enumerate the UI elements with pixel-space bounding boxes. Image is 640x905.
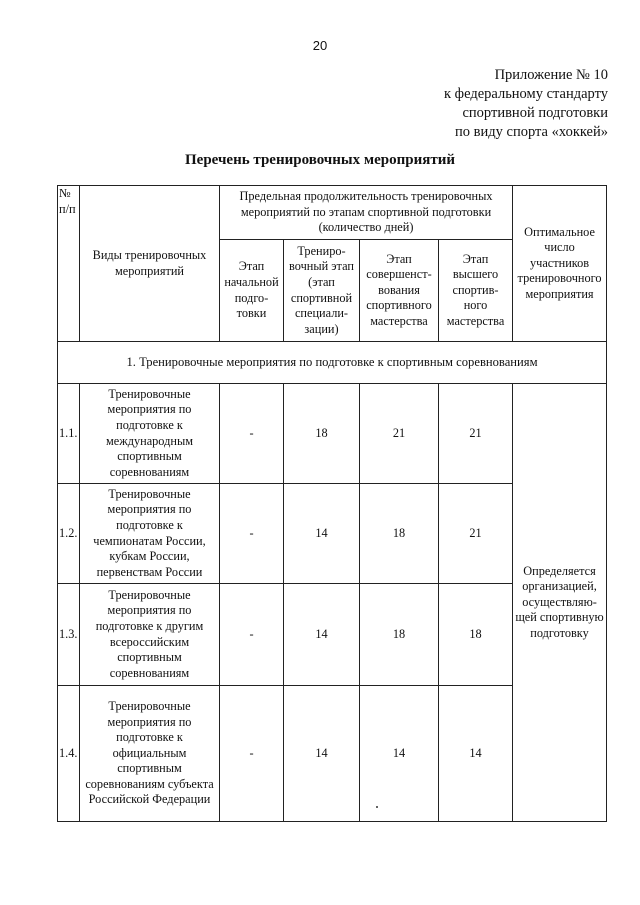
value-improvement: 21 — [360, 384, 439, 484]
row-number: 1.2. — [58, 484, 80, 584]
value-training: 14 — [284, 686, 360, 822]
appendix-line-3: спортивной подготовки — [462, 105, 608, 121]
table-row — [58, 384, 607, 484]
value-highest: 18 — [439, 584, 513, 686]
document-title: Перечень тренировочных мероприятий — [185, 152, 455, 168]
header-stage-training: Трениро-вочный этап (этап спортивной специали-зации) — [284, 240, 360, 342]
page-number: 20 — [312, 38, 328, 53]
value-initial: - — [220, 686, 284, 822]
training-events-table — [57, 185, 607, 822]
header-stage-initial: Этап начальной подго-товки — [220, 240, 284, 342]
value-highest: 14 — [439, 686, 513, 822]
row-event-name: Тренировочные мероприятия по подготовке к другим всероссийским спортивным соревнованиям — [80, 584, 220, 686]
header-row — [58, 186, 607, 240]
scan-dot — [376, 806, 378, 808]
row-event-name: Тренировочные мероприятия по подготовке к чемпионатам России, кубкам России, первенствам России — [80, 484, 220, 584]
optimal-participants-note: Определяется организацией, осуществляю-щей спортивную подготовку — [513, 384, 607, 822]
value-highest: 21 — [439, 384, 513, 484]
appendix-line-1: Приложение № 10 — [494, 67, 608, 83]
value-training: 14 — [284, 484, 360, 584]
header-event-type: Виды тренировочных мероприятий — [80, 186, 220, 342]
header-number: № п/п — [58, 186, 80, 342]
value-improvement: 18 — [360, 584, 439, 686]
value-improvement: 18 — [360, 484, 439, 584]
section-heading: 1. Тренировочные мероприятия по подготовке к спортивным соревнованиям — [58, 342, 607, 384]
row-number: 1.1. — [58, 384, 80, 484]
row-number: 1.4. — [58, 686, 80, 822]
row-number: 1.3. — [58, 584, 80, 686]
value-training: 18 — [284, 384, 360, 484]
value-highest: 21 — [439, 484, 513, 584]
header-optimal-participants: Оптимальное число участников тренировочного мероприятия — [513, 186, 607, 342]
value-training: 14 — [284, 584, 360, 686]
appendix-line-2: к федеральному стандарту — [444, 86, 608, 102]
value-improvement: 14 — [360, 686, 439, 822]
appendix-reference — [444, 66, 608, 142]
value-initial: - — [220, 384, 284, 484]
header-stage-improvement: Этап совершенст-вования спортивного мастерства — [360, 240, 439, 342]
row-event-name: Тренировочные мероприятия по подготовке к международным спортивным соревнованиям — [80, 384, 220, 484]
header-duration: Предельная продолжительность тренировочных мероприятий по этапам спортивной подготовки (количество дней) — [220, 186, 513, 240]
value-initial: - — [220, 584, 284, 686]
value-initial: - — [220, 484, 284, 584]
appendix-line-4: по виду спорта «хоккей» — [455, 124, 608, 140]
section-row — [58, 342, 607, 384]
header-stage-highest: Этап высшего спортив-ного мастерства — [439, 240, 513, 342]
row-event-name: Тренировочные мероприятия по подготовке к официальным спортивным соревнованиям субъекта Российской Федерации — [80, 686, 220, 822]
